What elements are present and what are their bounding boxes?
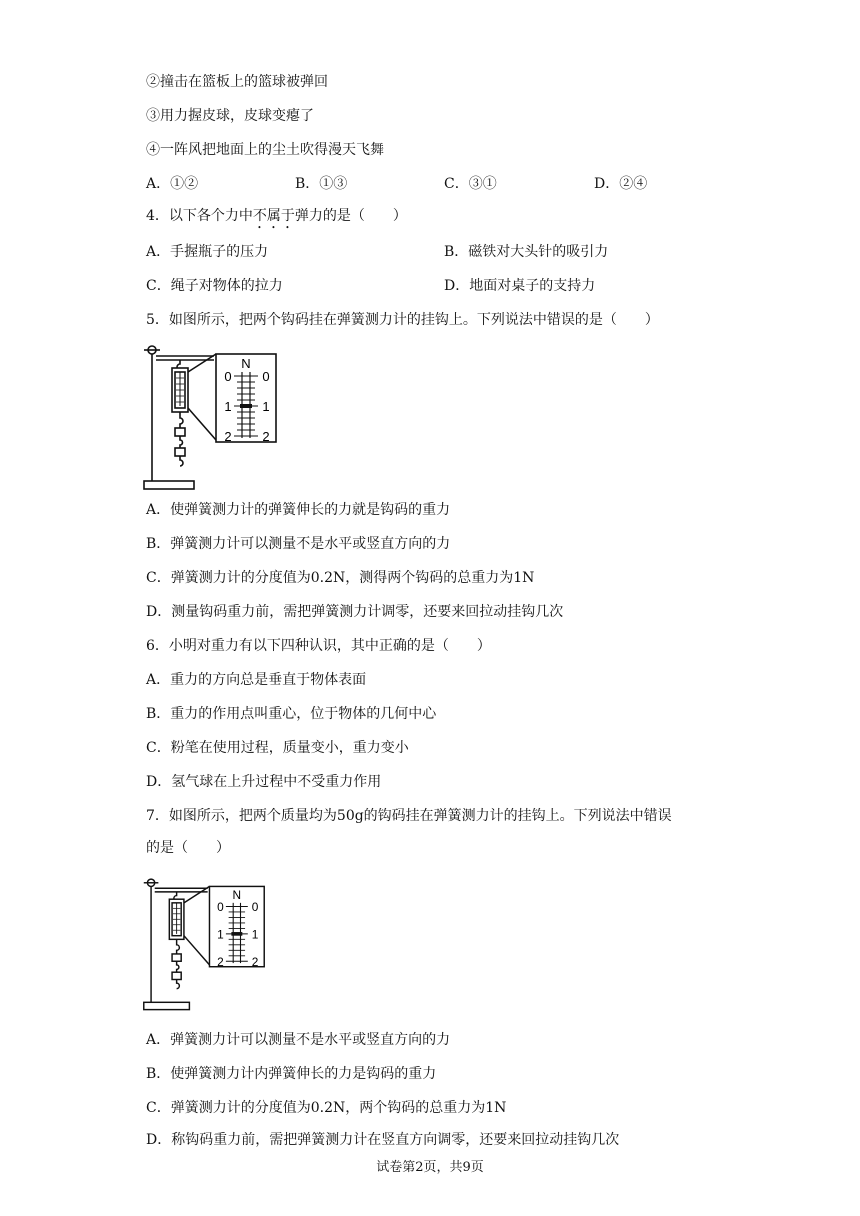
q4-option-c: C．绳子对物体的拉力: [146, 278, 283, 294]
q7-tick-label-right-1: 1: [251, 927, 259, 942]
q3-option-a: A．①②: [146, 176, 199, 192]
q6-option-a: A．重力的方向总是垂直于物体表面: [146, 672, 367, 688]
q7-pointer: [231, 932, 242, 936]
q5-option-c: C．弹簧测力计的分度值为0.2N，测得两个钩码的总重力为1N: [146, 570, 535, 586]
q5-tick-label-right-2: 2: [262, 429, 270, 444]
q4-stem: [146, 206, 407, 232]
q7-tick-label-left-1: 1: [217, 927, 224, 942]
q6-option-b: B．重力的作用点叫重心，位于物体的几何中心: [146, 706, 437, 722]
q5-pointer: [240, 404, 252, 408]
q4-stem-emphasis: 不属于: [252, 208, 295, 224]
q5-tick-label-left-2: 2: [224, 429, 232, 444]
q4-option-b: B．磁铁对大头针的吸引力: [444, 244, 609, 260]
q6-option-d: D．氢气球在上升过程中不受重力作用: [146, 774, 382, 790]
q5-tick-label-left-0: 0: [224, 369, 232, 384]
q3-item-2: ②撞击在篮板上的篮球被弹回: [146, 74, 328, 90]
q5-option-b: B．弹簧测力计可以测量不是水平或竖直方向的力: [146, 536, 451, 552]
q4-stem-after: 弹力的是（ ）: [294, 208, 407, 224]
q5-option-d: D．测量钩码重力前，需把弹簧测力计调零，还要来回拉动挂钩几次: [146, 604, 564, 620]
page-footer: 试卷第2页，共9页: [376, 1160, 484, 1175]
q7-stem-line1: 7．如图所示，把两个质量均为50g的钩码挂在弹簧测力计的挂钩上。下列说法中错误: [146, 808, 672, 824]
q3-option-b: B．①③: [295, 176, 348, 192]
q7-option-a: A．弹簧测力计可以测量不是水平或竖直方向的力: [146, 1032, 451, 1048]
q5-option-a: A．使弹簧测力计的弹簧伸长的力就是钩码的重力: [146, 502, 451, 518]
q6-stem: 6．小明对重力有以下四种认识，其中正确的是（ ）: [146, 638, 491, 654]
q3-item-3: ③用力握皮球，皮球变瘪了: [146, 108, 314, 124]
q4-option-d: D．地面对桌子的支持力: [444, 278, 596, 294]
q6-option-c: C．粉笔在使用过程，质量变小，重力变小: [146, 740, 409, 756]
q7-unit-label: N: [232, 888, 242, 903]
q5-tick-label-right-0: 0: [262, 369, 270, 384]
q7-option-c: C．弹簧测力计的分度值为0.2N，两个钩码的总重力为1N: [146, 1100, 507, 1116]
q7-tick-label-left-0: 0: [217, 900, 224, 915]
q7-tick-label-left-2: 2: [217, 954, 224, 969]
q3-item-4: ④一阵风把地面上的尘土吹得漫天飞舞: [146, 142, 384, 158]
q4-stem-before: 4．以下各个力中: [146, 208, 253, 224]
q7-option-b: B．使弹簧测力计内弹簧伸长的力是钩码的重力: [146, 1066, 437, 1082]
q5-spring-scale-figure: [140, 336, 280, 496]
q5-stem: 5．如图所示，把两个钩码挂在弹簧测力计的挂钩上。下列说法中错误的是（ ）: [146, 312, 659, 328]
q5-tick-label-right-1: 1: [262, 399, 270, 414]
q7-stem-line2: 的是（ ）: [146, 840, 230, 856]
q7-spring-scale-figure: [140, 870, 268, 1016]
q5-tick-label-left-1: 1: [224, 399, 232, 414]
q5-unit-label: N: [241, 356, 251, 371]
q4-option-a: A．手握瓶子的压力: [146, 244, 269, 260]
q7-option-d: D．称钩码重力前，需把弹簧测力计在竖直方向调零，还要来回拉动挂钩几次: [146, 1132, 620, 1148]
q3-option-c: C．③①: [444, 176, 497, 192]
q3-option-d: D．②④: [594, 176, 648, 192]
q7-tick-label-right-2: 2: [251, 954, 259, 969]
q7-tick-label-right-0: 0: [251, 900, 259, 915]
